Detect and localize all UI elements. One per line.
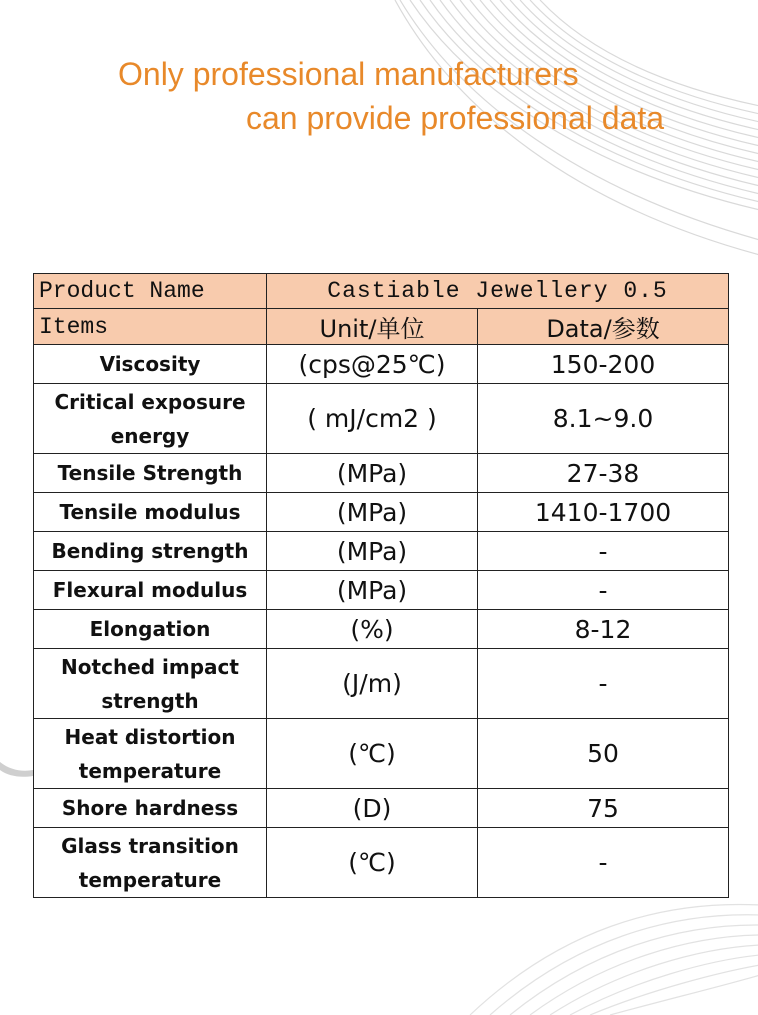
row-unit: (%) [267,610,478,649]
table-row [34,532,729,571]
table-row [34,345,729,384]
header-unit: Unit/单位 [267,309,478,345]
table-row [34,493,729,532]
headline-line-2: can provide professional data [246,100,665,136]
row-unit: (MPa) [267,571,478,610]
table-row [34,610,729,649]
row-data: 50 [478,719,729,789]
row-data: 8.1~9.0 [478,384,729,454]
row-item: Glass transition temperature [34,828,267,898]
row-item: Notched impact strength [34,649,267,719]
headline-line-1: Only professional manufacturers [118,56,579,92]
row-unit: (D) [267,789,478,828]
row-data: - [478,571,729,610]
column-header-row [34,309,729,345]
row-unit: (J/m) [267,649,478,719]
product-name-row [34,274,729,309]
row-unit: (MPa) [267,454,478,493]
row-unit: (℃) [267,719,478,789]
spec-table [33,273,729,898]
product-name-value: Castiable Jewellery 0.5 [267,274,729,309]
row-item: Viscosity [34,345,267,384]
header-items: Items [34,309,267,345]
row-item: Critical exposure energy [34,384,267,454]
row-data: 8-12 [478,610,729,649]
row-item: Elongation [34,610,267,649]
row-data: - [478,828,729,898]
row-item: Flexural modulus [34,571,267,610]
row-unit: (MPa) [267,493,478,532]
row-data: 27-38 [478,454,729,493]
product-name-label: Product Name [34,274,267,309]
row-data: 75 [478,789,729,828]
row-unit: (℃) [267,828,478,898]
row-data: 150-200 [478,345,729,384]
row-item: Bending strength [34,532,267,571]
table-row [34,719,729,789]
table-row [34,828,729,898]
table-row [34,571,729,610]
row-item: Heat distortion temperature [34,719,267,789]
row-unit: (cps@25℃) [267,345,478,384]
row-data: 1410-1700 [478,493,729,532]
row-data: - [478,649,729,719]
row-data: - [478,532,729,571]
row-item: Shore hardness [34,789,267,828]
table-row [34,789,729,828]
row-unit: (MPa) [267,532,478,571]
table-row [34,454,729,493]
header-data: Data/参数 [478,309,729,345]
row-unit: ( mJ/cm2 ) [267,384,478,454]
table-row [34,649,729,719]
row-item: Tensile Strength [34,454,267,493]
table-row [34,384,729,454]
row-item: Tensile modulus [34,493,267,532]
